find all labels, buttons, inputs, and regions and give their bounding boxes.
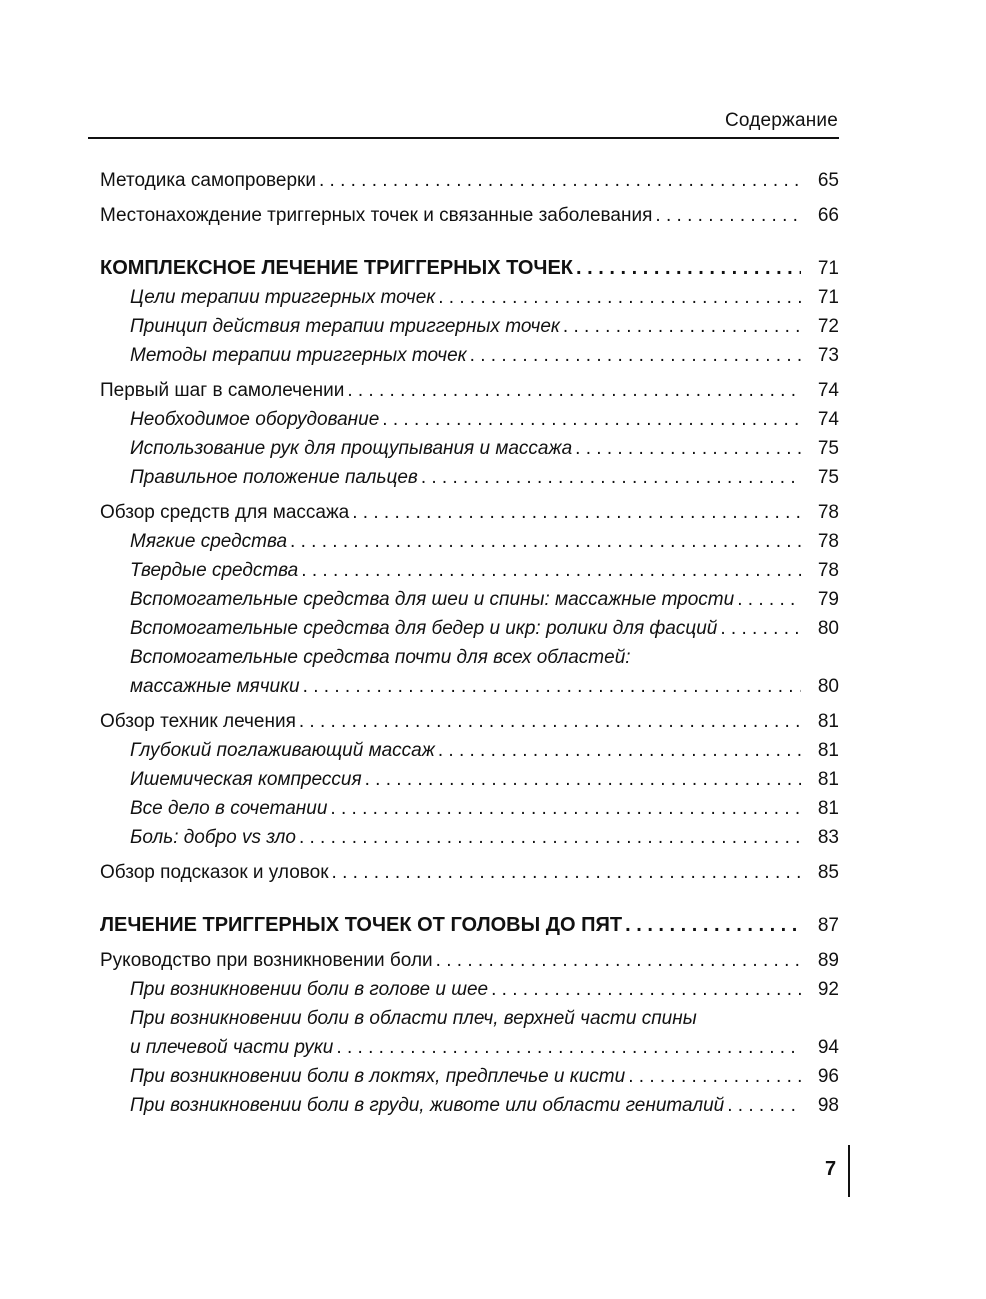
toc-subentry[interactable] bbox=[100, 765, 839, 794]
toc-entry-title: Мягкие средства bbox=[130, 531, 288, 552]
dot-leader bbox=[299, 707, 801, 736]
toc-entry-title: При возникновении боли в области плеч, верхней части спины bbox=[130, 1008, 697, 1029]
dot-leader bbox=[382, 405, 801, 434]
toc-entry-page: 89 bbox=[817, 950, 839, 971]
dot-leader bbox=[290, 527, 801, 556]
toc-entry-title: Местонахождение триггерных точек и связанные заболевания bbox=[100, 205, 653, 226]
dot-leader bbox=[301, 556, 801, 585]
toc-entry-page: 74 bbox=[817, 409, 839, 430]
toc-entry-page: 87 bbox=[817, 915, 839, 936]
dot-leader bbox=[336, 1033, 801, 1062]
toc-entry-page: 80 bbox=[817, 618, 839, 639]
dot-leader bbox=[299, 823, 801, 852]
toc-subentry[interactable] bbox=[100, 527, 839, 556]
toc-entry-title: Вспомогательные средства для шеи и спины: массажные трости bbox=[130, 589, 735, 610]
toc-entry-page: 75 bbox=[817, 438, 839, 459]
toc-entry-title: Боль: добро vs зло bbox=[130, 827, 296, 848]
toc-entry-page: 66 bbox=[817, 205, 839, 226]
footer-rule bbox=[848, 1145, 850, 1197]
dot-leader bbox=[436, 946, 801, 975]
dot-leader bbox=[563, 312, 801, 341]
toc-entry[interactable] bbox=[100, 166, 839, 195]
dot-leader bbox=[319, 166, 801, 195]
toc-entry-title: Необходимое оборудование bbox=[130, 409, 380, 430]
toc-entry-title: Обзор техник лечения bbox=[100, 711, 296, 732]
dot-leader bbox=[303, 672, 801, 701]
toc-entry-page: 94 bbox=[817, 1037, 839, 1058]
toc-entry-title: ЛЕЧЕНИЕ ТРИГГЕРНЫХ ТОЧЕК ОТ ГОЛОВЫ ДО ПЯТ bbox=[100, 914, 623, 936]
toc-entry[interactable] bbox=[100, 946, 839, 975]
toc-subentry[interactable] bbox=[100, 736, 839, 765]
dot-leader bbox=[625, 911, 801, 940]
dot-leader bbox=[727, 1091, 801, 1120]
toc-subentry[interactable] bbox=[100, 1033, 839, 1062]
toc-entry-title: Вспомогательные средства почти для всех областей: bbox=[130, 647, 631, 668]
toc-entry-title: Глубокий поглаживающий массаж bbox=[130, 740, 435, 761]
toc-entry-title: Принцип действия терапии триггерных точек bbox=[130, 316, 560, 337]
toc-subentry[interactable] bbox=[100, 341, 839, 370]
toc-subentry[interactable] bbox=[100, 823, 839, 852]
toc-subentry[interactable] bbox=[100, 463, 839, 492]
toc-entry-page: 65 bbox=[817, 170, 839, 191]
dot-leader bbox=[421, 463, 801, 492]
toc-entry-title: Правильное положение пальцев bbox=[130, 467, 418, 488]
dot-leader bbox=[491, 975, 801, 1004]
dot-leader bbox=[737, 585, 801, 614]
toc-entry-title: При возникновении боли в груди, животе или области гениталий bbox=[130, 1095, 725, 1116]
toc-entry-page: 79 bbox=[817, 589, 839, 610]
toc-part-heading[interactable] bbox=[100, 911, 839, 940]
toc-entry-title: Первый шаг в самолечении bbox=[100, 380, 345, 401]
toc-subentry[interactable] bbox=[100, 556, 839, 585]
toc-entry-page: 81 bbox=[817, 769, 839, 790]
toc-subentry[interactable] bbox=[100, 434, 839, 463]
toc-entry-title: Использование рук для прощупывания и массажа bbox=[130, 438, 573, 459]
toc-entry-title: и плечевой части руки bbox=[130, 1037, 334, 1058]
toc-entry-page: 96 bbox=[817, 1066, 839, 1087]
toc-entry-title: массажные мячики bbox=[130, 676, 300, 697]
toc-subentry[interactable] bbox=[100, 312, 839, 341]
toc-subentry[interactable] bbox=[100, 283, 839, 312]
toc-entry-page: 73 bbox=[817, 345, 839, 366]
toc-entry[interactable] bbox=[100, 707, 839, 736]
dot-leader bbox=[438, 283, 801, 312]
dot-leader bbox=[575, 434, 801, 463]
dot-leader bbox=[330, 794, 801, 823]
toc-entry-page: 75 bbox=[817, 467, 839, 488]
dot-leader bbox=[576, 254, 801, 283]
page-number: 7 bbox=[825, 1158, 837, 1180]
toc-entry-page: 78 bbox=[817, 502, 839, 523]
toc-entry-page: 81 bbox=[817, 798, 839, 819]
toc-entry-page: 71 bbox=[817, 258, 839, 279]
toc-subentry[interactable] bbox=[100, 614, 839, 643]
toc-entry-title: Все дело в сочетании bbox=[130, 798, 328, 819]
toc-entry-title: Твердые средства bbox=[130, 560, 299, 581]
dot-leader bbox=[352, 498, 801, 527]
toc-entry-title: Ишемическая компрессия bbox=[130, 769, 362, 790]
toc-entry-title: Методика самопроверки bbox=[100, 170, 316, 191]
toc-subentry[interactable] bbox=[100, 1062, 839, 1091]
table-of-contents bbox=[100, 166, 839, 1120]
toc-subentry[interactable] bbox=[100, 405, 839, 434]
toc-subentry-line[interactable] bbox=[100, 643, 839, 672]
toc-entry-page: 98 bbox=[817, 1095, 839, 1116]
running-header-title: Содержание bbox=[724, 110, 838, 131]
toc-entry-title: Цели терапии триггерных точек bbox=[130, 287, 436, 308]
toc-entry-title: Вспомогательные средства для бедер и икр: ролики для фасций bbox=[130, 618, 718, 639]
toc-subentry[interactable] bbox=[100, 672, 839, 701]
toc-subentry[interactable] bbox=[100, 794, 839, 823]
toc-entry-title: Обзор средств для массажа bbox=[100, 502, 350, 523]
dot-leader bbox=[470, 341, 801, 370]
toc-entry[interactable] bbox=[100, 858, 839, 887]
toc-entry-title: Руководство при возникновении боли bbox=[100, 950, 433, 971]
toc-entry-page: 78 bbox=[817, 560, 839, 581]
toc-entry-title: Обзор подсказок и уловок bbox=[100, 862, 329, 883]
toc-entry[interactable] bbox=[100, 201, 839, 230]
dot-leader bbox=[365, 765, 801, 794]
toc-part-heading[interactable] bbox=[100, 254, 839, 283]
toc-entry[interactable] bbox=[100, 376, 839, 405]
header-rule bbox=[88, 137, 839, 139]
toc-entry-page: 81 bbox=[817, 711, 839, 732]
toc-subentry[interactable] bbox=[100, 975, 839, 1004]
toc-entry-page: 92 bbox=[817, 979, 839, 1000]
toc-entry-page: 85 bbox=[817, 862, 839, 883]
toc-entry-title: При возникновении боли в локтях, предплечье и кисти bbox=[130, 1066, 626, 1087]
toc-entry-page: 71 bbox=[817, 287, 839, 308]
toc-entry-page: 83 bbox=[817, 827, 839, 848]
toc-subentry[interactable] bbox=[100, 585, 839, 614]
toc-entry-title: Методы терапии триггерных точек bbox=[130, 345, 467, 366]
dot-leader bbox=[655, 201, 801, 230]
toc-entry-title: КОМПЛЕКСНОЕ ЛЕЧЕНИЕ ТРИГГЕРНЫХ ТОЧЕК bbox=[100, 257, 574, 279]
dot-leader bbox=[347, 376, 801, 405]
toc-entry[interactable] bbox=[100, 498, 839, 527]
toc-entry-page: 72 bbox=[817, 316, 839, 337]
toc-subentry-line[interactable] bbox=[100, 1004, 839, 1033]
toc-entry-title: При возникновении боли в голове и шее bbox=[130, 979, 489, 1000]
dot-leader bbox=[720, 614, 801, 643]
toc-entry-page: 80 bbox=[817, 676, 839, 697]
toc-entry-page: 81 bbox=[817, 740, 839, 761]
toc-entry-page: 74 bbox=[817, 380, 839, 401]
dot-leader bbox=[332, 858, 801, 887]
toc-subentry[interactable] bbox=[100, 1091, 839, 1120]
dot-leader bbox=[628, 1062, 801, 1091]
toc-entry-page: 78 bbox=[817, 531, 839, 552]
dot-leader bbox=[438, 736, 801, 765]
